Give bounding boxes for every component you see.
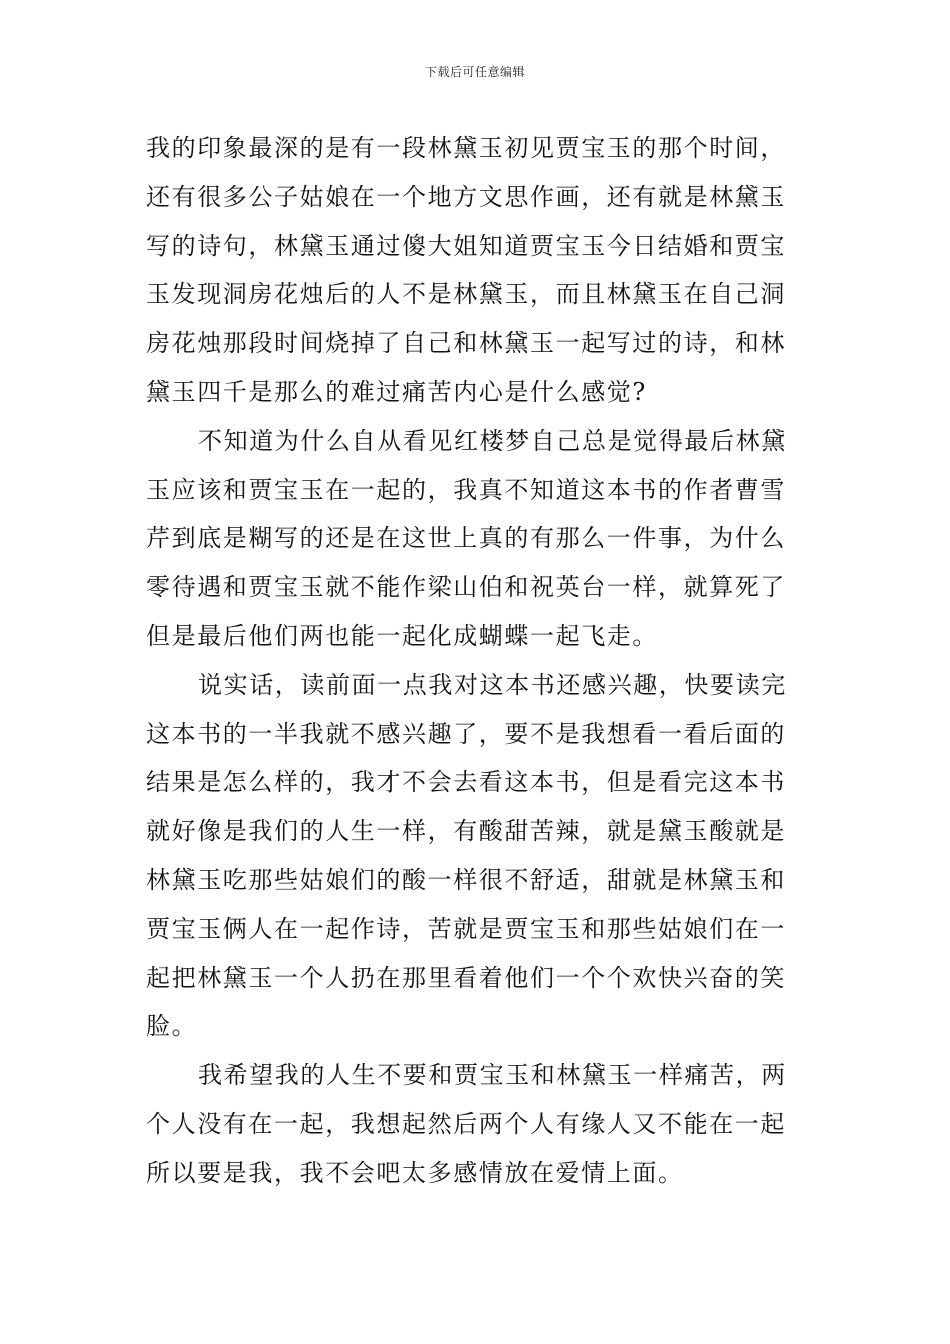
text-line: 贾宝玉俩人在一起作诗，苦就是贾宝玉和那些姑娘们在一 [146,914,786,943]
text-line: 玉应该和贾宝玉在一起的，我真不知道这本书的作者曹雪 [146,475,786,504]
text-line: 但是最后他们两也能一起化成蝴蝶一起飞走。 [146,621,658,650]
text-line: 芹到底是糊写的还是在这世上真的有那么一件事，为什么 [146,524,786,553]
paragraph-first-line: 我希望我的人生不要和贾宝玉和林黛玉一样痛苦，两 [198,1061,787,1090]
text-line: 就好像是我们的人生一样，有酸甜苦辣，就是黛玉酸就是 [146,817,786,846]
text-line: 零待遇和贾宝玉就不能作梁山伯和祝英台一样，就算死了 [146,573,786,602]
text-line: 所以要是我，我不会吧太多感情放在爱情上面。 [146,1158,684,1187]
text-line: 房花烛那段时间烧掉了自己和林黛玉一起写过的诗，和林 [146,329,786,358]
text-line: 个人没有在一起，我想起然后两个人有缘人又不能在一起 [146,1109,786,1138]
text-line: 起把林黛玉一个人扔在那里看着他们一个个欢快兴奋的笑 [146,963,786,992]
page-header: 下载后可任意编辑 [424,65,525,79]
body-text [146,124,806,1198]
text-line: 我的印象最深的是有一段林黛玉初见贾宝玉的那个时间， [146,134,786,162]
text-line: 玉发现洞房花烛后的人不是林黛玉，而且林黛玉在自己洞 [146,280,786,309]
text-line: 脸。 [146,1012,198,1041]
text-line: 黛玉四千是那么的难过痛苦内心是什么感觉? [146,377,647,406]
paragraph-first-line: 说实话，读前面一点我对这本书还感兴趣，快要读完 [198,670,787,699]
text-line: 写的诗句，林黛玉通过傻大姐知道贾宝玉今日结婚和贾宝 [146,231,786,260]
text-line: 还有很多公子姑娘在一个地方文思作画，还有就是林黛玉 [146,182,786,211]
paragraph-first-line: 不知道为什么自从看见红楼梦自己总是觉得最后林黛 [198,426,787,455]
text-line: 结果是怎么样的，我才不会去看这本书，但是看完这本书 [146,768,786,797]
text-line: 这本书的一半我就不感兴趣了，要不是我想看一看后面的 [146,719,786,748]
text-line: 林黛玉吃那些姑娘们的酸一样很不舒适，甜就是林黛玉和 [146,865,786,894]
